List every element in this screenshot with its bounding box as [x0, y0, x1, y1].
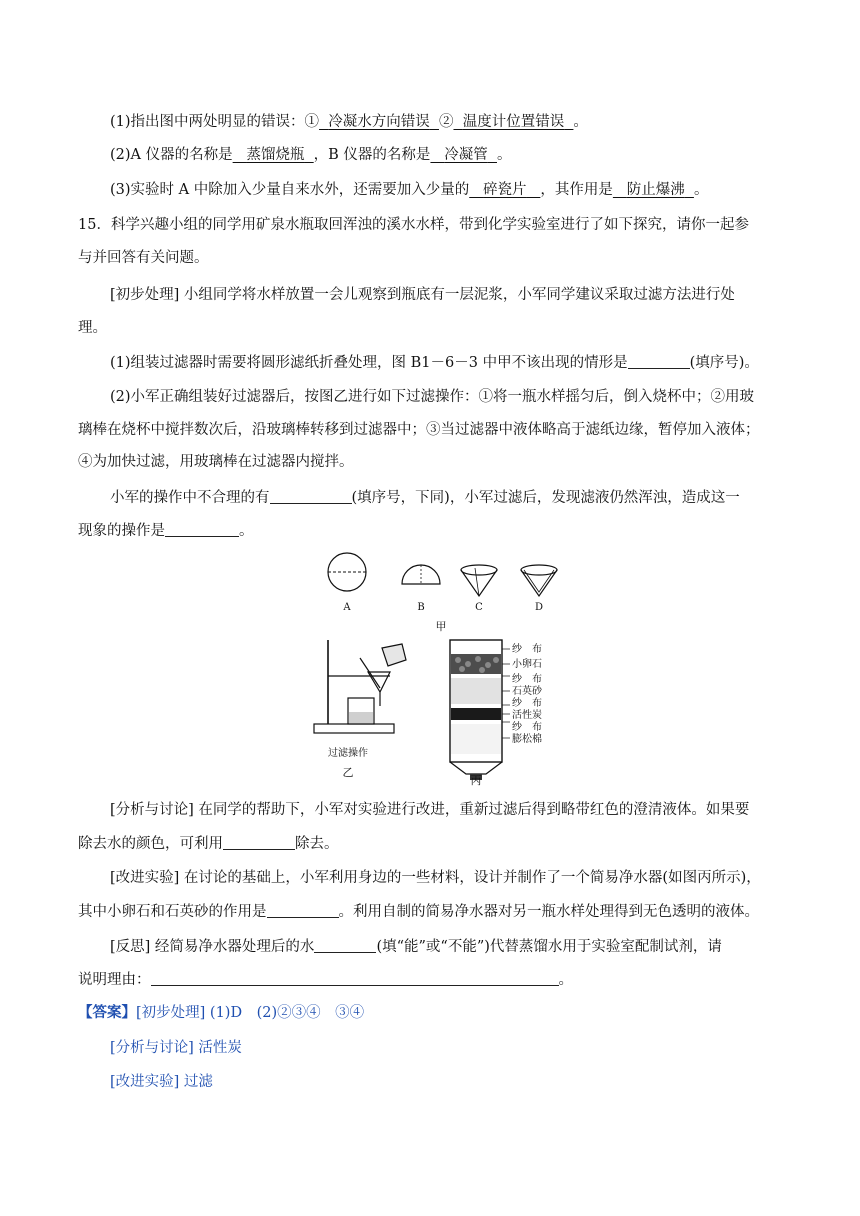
q15-analysis-line2: 除去水的颜色，可利用 除去。	[78, 836, 339, 852]
blank	[267, 903, 339, 918]
q14-part2-answer1: 蒸馏烧瓶	[246, 147, 305, 163]
q14-part1: (1)指出图中两处明显的错误：① 冷凝水方向错误 ② 温度计位置错误 。	[110, 114, 588, 130]
blank	[223, 835, 295, 850]
q14-part3-mid: ，其作用是	[540, 182, 613, 198]
q15-sub2-line1: (2)小军正确组装好过滤器后，按图乙进行如下过滤操作：①将一瓶水样摇匀后，倒入烧杯中；②用玻	[110, 389, 755, 405]
q14-part2-answer2: 冷凝管	[444, 147, 488, 163]
label-c: C	[475, 602, 483, 613]
layer-label: 纱 布	[512, 722, 542, 733]
caption-yi: 乙	[342, 766, 354, 779]
q14-part1-answer1: 冷凝水方向错误	[328, 114, 430, 130]
q15-stem-line1: 15．科学兴趣小组的同学用矿泉水瓶取回浑浊的溪水水样，带到化学实验室进行了如下探究，请你一起参	[78, 217, 749, 233]
q14-part3-answer1: 碎瓷片	[483, 182, 527, 198]
q15-init-line2: 理。	[78, 320, 107, 336]
q15-stem-line2: 与并回答有关问题。	[78, 250, 209, 266]
q14-part2: (2)A 仪器的名称是 蒸馏烧瓶 ，B 仪器的名称是 冷凝管 。	[110, 147, 512, 163]
apparatus-figure	[310, 548, 570, 788]
q15-analysis-line1: [分析与讨论] 在同学的帮助下，小军对实验进行改进，重新过滤后得到略带红色的澄清液体。如果要	[110, 802, 750, 818]
filter-paper-a	[328, 553, 366, 591]
q14-part3-prompt: (3)实验时 A 中除加入少量自来水外，还需要加入少量的	[110, 182, 470, 198]
blank	[151, 971, 559, 986]
water-purifier	[450, 640, 510, 780]
q14-part2-prompt: (2)A 仪器的名称是	[110, 147, 233, 163]
q15-improve-line2: 其中小卵石和石英砂的作用是 。利用自制的简易净水器对另一瓶水样处理得到无色透明的液体。	[78, 904, 759, 920]
q15-reflect-line1: [反思] 经简易净水器处理后的水 (填“能”或“不能”)代替蒸馏水用于实验室配制试剂，请	[110, 939, 722, 955]
caption-jia: 甲	[435, 620, 447, 633]
q15-init-line1: [初步处理] 小组同学将水样放置一会儿观察到瓶底有一层泥浆，小军同学建议采取过滤方法进行处	[110, 287, 735, 303]
layer-label: 纱 布	[512, 644, 542, 655]
blank	[628, 354, 690, 369]
q15-reflect-line2: 说明理由： 。	[78, 972, 573, 988]
layer-label: 膨松棉	[512, 734, 542, 745]
label-d: D	[534, 602, 544, 613]
label-b: B	[417, 602, 425, 613]
layer-label: 纱 布	[512, 674, 542, 685]
layer-label: 石英砂	[512, 686, 542, 697]
filter-paper-b	[402, 565, 440, 584]
blank	[165, 522, 239, 537]
answer-line2: [分析与讨论] 活性炭	[110, 1040, 242, 1056]
q15-question-line2: 现象的操作是 。	[78, 523, 254, 539]
layer-label: 纱 布	[512, 698, 542, 709]
q15-sub2-line3: ④为加快过滤，用玻璃棒在过滤器内搅拌。	[78, 454, 354, 470]
layer-label: 小卵石	[512, 659, 542, 670]
q14-part1-prompt: (1)指出图中两处明显的错误：①	[110, 114, 320, 130]
filter-cone-c	[461, 565, 497, 596]
q15-sub2-line2: 璃棒在烧杯中搅拌数次后，沿玻璃棒转移到过滤器中；③当过滤器中液体略高于滤纸边缘，暂停加入液体；	[78, 422, 760, 438]
q15-question-line1: 小军的操作中不合理的有 (填序号，下同)，小军过滤后，发现滤液仍然浑浊，造成这一	[110, 490, 740, 506]
label-a: A	[343, 602, 351, 613]
blank	[270, 489, 352, 504]
filtration-setup	[314, 640, 406, 733]
q14-part3: (3)实验时 A 中除加入少量自来水外，还需要加入少量的 碎瓷片 ，其作用是 防止爆沸 。	[110, 182, 709, 198]
answer-line3: [改进实验] 过滤	[110, 1074, 213, 1090]
q14-part1-answer2: 温度计位置错误	[462, 114, 565, 130]
q15-improve-line1: [改进实验] 在讨论的基础上，小军利用身边的一些材料，设计并制作了一个简易净水器(如图丙所示)，	[110, 870, 761, 886]
layer-label: 活性炭	[512, 710, 542, 721]
caption-bing: 丙	[470, 774, 482, 787]
filter-operation-label: 过滤操作	[328, 748, 368, 759]
q14-part2-mid: ，B 仪器的名称是	[313, 147, 431, 163]
q14-part1-mid: ②	[438, 114, 454, 130]
blank	[314, 938, 376, 953]
filter-cone-d	[521, 565, 557, 596]
answer-line1: 【答案】[初步处理] (1)D (2)②③④ ③④	[78, 1004, 365, 1021]
answer-tag: 【答案】	[78, 1004, 136, 1021]
q15-sub1: (1)组装过滤器时需要将圆形滤纸折叠处理，图 B1－6－3 中甲不该出现的情形是 (填序号)。	[110, 355, 759, 371]
q14-part3-answer2: 防止爆沸	[626, 182, 685, 198]
